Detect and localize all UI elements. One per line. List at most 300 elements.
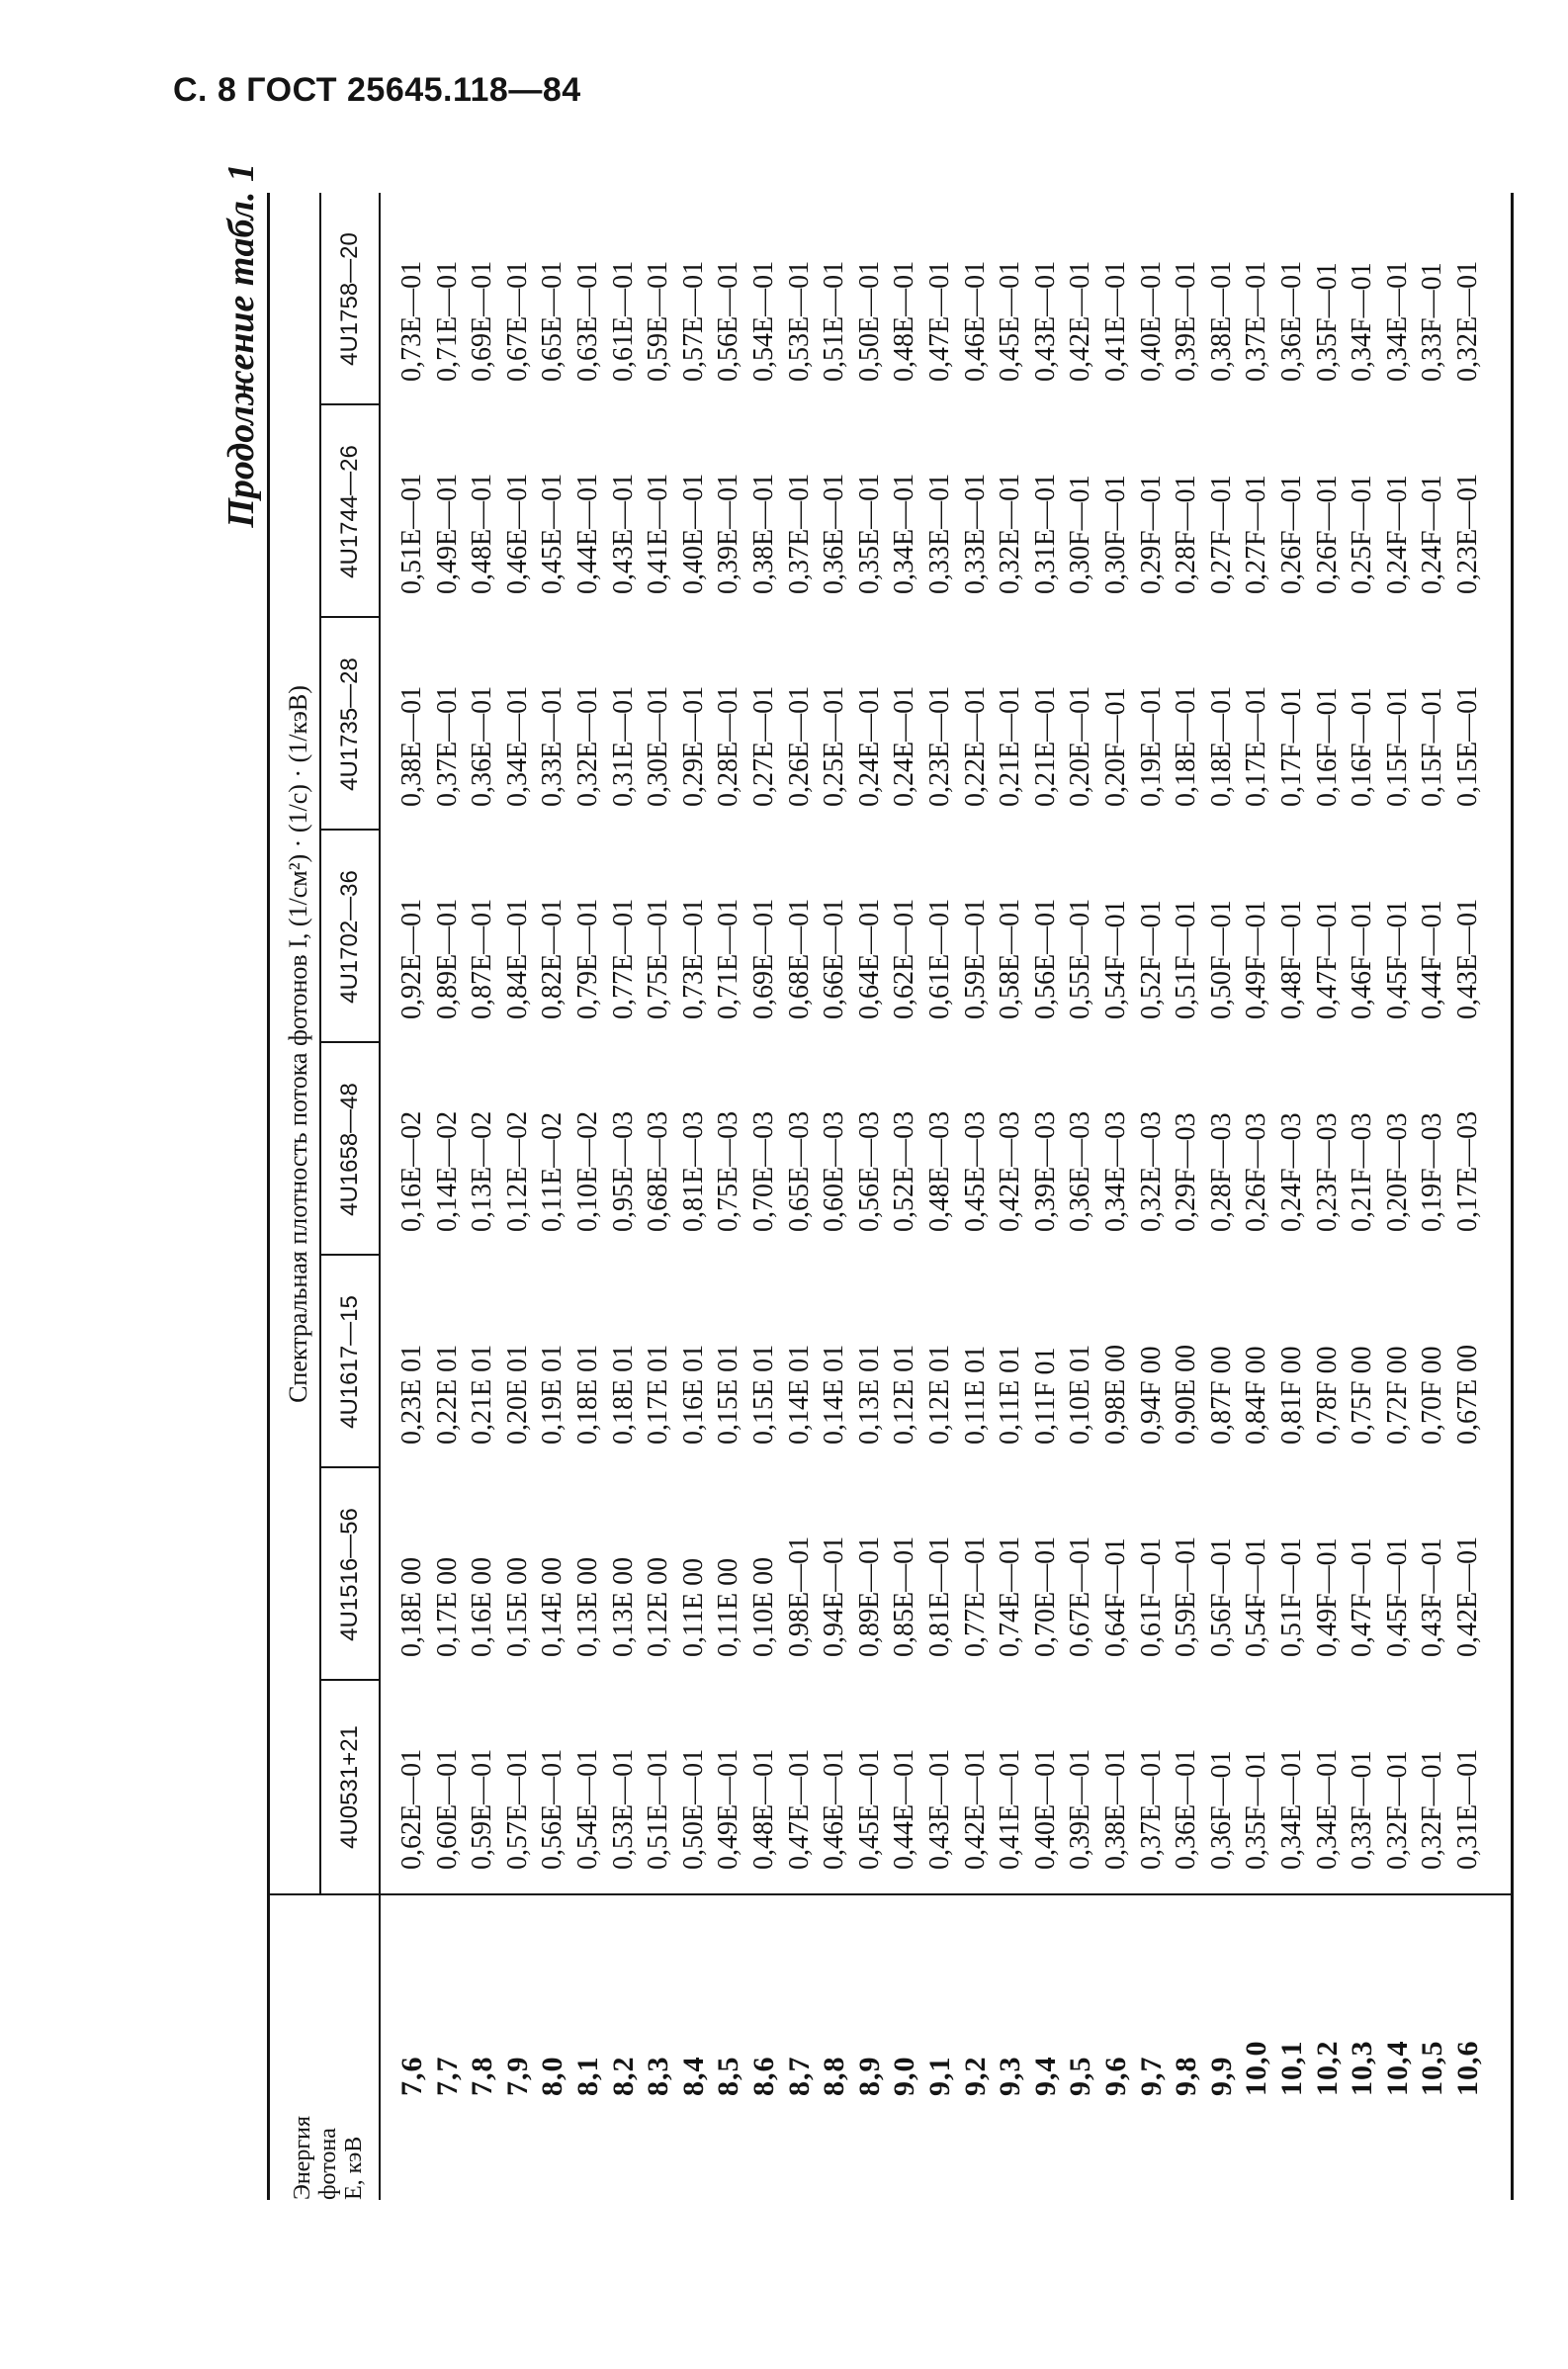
flux-value-cell: 0,36E—01 — [1171, 1748, 1202, 1870]
flux-value-cell: 0,45E—01 — [853, 1748, 885, 1870]
flux-value-cell: 0,78F 00 — [1311, 1346, 1343, 1445]
table-row — [1310, 193, 1344, 2200]
flux-value-cell: 0,39E—03 — [1029, 1110, 1061, 1232]
flux-value-cell: 0,24F—01 — [1381, 475, 1413, 594]
flux-value-cell: 0,24F—03 — [1276, 1112, 1307, 1232]
flux-value-cell: 0,47E—01 — [924, 260, 955, 382]
flux-value-cell: 0,13E 01 — [853, 1344, 885, 1445]
flux-value-cell: 0,11E 00 — [677, 1557, 709, 1657]
flux-value-cell: 0,44F—01 — [1417, 900, 1448, 1019]
flux-value-cell: 0,23F—03 — [1311, 1112, 1343, 1232]
flux-value-cell: 0,17E 01 — [643, 1344, 674, 1445]
flux-value-cell: 0,34E—01 — [501, 685, 533, 807]
flux-value-cell: 0,87E—01 — [467, 898, 498, 1019]
flux-value-cell: 0,54F—01 — [1100, 900, 1131, 1019]
flux-value-cell: 0,58E—01 — [995, 898, 1026, 1019]
energy-cell: 10,2 — [1310, 2040, 1344, 2096]
energy-cell: 9,4 — [1028, 2056, 1062, 2096]
flux-value-cell: 0,57E—01 — [501, 1748, 533, 1870]
flux-value-cell: 0,51F—01 — [1171, 900, 1202, 1019]
flux-value-cell: 0,42E—01 — [1452, 1535, 1483, 1657]
flux-value-cell: 0,39E—01 — [1171, 260, 1202, 382]
flux-value-cell: 0,82E—01 — [537, 898, 568, 1019]
flux-value-cell: 0,26E—01 — [783, 685, 815, 807]
flux-value-cell: 0,32E—01 — [1452, 260, 1483, 382]
flux-value-cell: 0,16F—01 — [1311, 687, 1343, 807]
flux-value-cell: 0,16E 01 — [677, 1344, 709, 1445]
flux-value-cell: 0,46E—01 — [959, 260, 991, 382]
flux-value-cell: 0,10E 01 — [1065, 1344, 1096, 1445]
column-header-source: 4U1744—26 — [336, 445, 363, 578]
flux-value-cell: 0,60E—03 — [819, 1110, 850, 1232]
flux-value-cell: 0,92E—01 — [396, 898, 427, 1019]
table-row — [606, 193, 640, 2200]
flux-value-cell: 0,33E—01 — [537, 685, 568, 807]
flux-value-cell: 0,61F—01 — [1135, 1537, 1167, 1657]
energy-cell: 9,1 — [923, 2056, 956, 2096]
energy-cell: 10,6 — [1451, 2040, 1484, 2096]
flux-value-cell: 0,20E 01 — [501, 1344, 533, 1445]
flux-value-cell: 0,50E—01 — [853, 260, 885, 382]
flux-value-cell: 0,57E—01 — [677, 260, 709, 382]
flux-value-cell: 0,28F—03 — [1205, 1112, 1237, 1232]
flux-value-cell: 0,26F—03 — [1241, 1112, 1272, 1232]
flux-value-cell: 0,23E—01 — [1452, 473, 1483, 594]
flux-value-cell: 0,32E—01 — [572, 685, 603, 807]
flux-value-cell: 0,12E 00 — [643, 1556, 674, 1657]
flux-value-cell: 0,67E—01 — [501, 260, 533, 382]
flux-value-cell: 0,53E—01 — [607, 1748, 639, 1870]
energy-cell: 10,0 — [1240, 2040, 1273, 2096]
energy-cell: 7,7 — [430, 2056, 464, 2096]
flux-value-cell: 0,75E—01 — [643, 898, 674, 1019]
flux-value-cell: 0,31E—01 — [1029, 473, 1061, 594]
flux-value-cell: 0,38E—01 — [748, 473, 779, 594]
flux-value-cell: 0,19E—01 — [1135, 685, 1167, 807]
column-separator — [319, 1254, 379, 1256]
energy-cell: 8,3 — [642, 2056, 675, 2096]
energy-header-line-2: фотона — [315, 2128, 341, 2200]
flux-value-cell: 0,75E—03 — [713, 1110, 744, 1232]
column-header-source: 4U1735—28 — [336, 658, 363, 791]
flux-value-cell: 0,22E—01 — [959, 685, 991, 807]
table-row — [1028, 193, 1062, 2200]
column-separator — [319, 1466, 379, 1468]
flux-value-cell: 0,35E—01 — [853, 473, 885, 594]
header-rule — [319, 193, 321, 1893]
energy-cell: 8,2 — [606, 2056, 640, 2096]
energy-cell: 9,2 — [958, 2056, 992, 2096]
column-header-source: 4U1758—20 — [336, 232, 363, 366]
table-row — [395, 193, 428, 2200]
energy-cell: 7,9 — [500, 2056, 534, 2096]
photon-flux-table — [267, 193, 1514, 2200]
flux-value-cell: 0,48E—01 — [467, 473, 498, 594]
flux-value-cell: 0,98E 00 — [1100, 1344, 1131, 1445]
energy-cell: 9,8 — [1170, 2056, 1203, 2096]
page-header: С. 8 ГОСТ 25645.118—84 — [173, 71, 581, 109]
flux-value-cell: 0,85E—01 — [889, 1535, 920, 1657]
flux-value-cell: 0,38E—01 — [1205, 260, 1237, 382]
column-header-source: 4U1617—15 — [336, 1295, 363, 1429]
flux-value-cell: 0,46E—01 — [501, 473, 533, 594]
column-header-source: 4U1702—36 — [336, 870, 363, 1004]
flux-value-cell: 0,34E—01 — [1381, 260, 1413, 382]
flux-value-cell: 0,20F—01 — [1100, 687, 1131, 807]
flux-value-cell: 0,17F—01 — [1276, 687, 1307, 807]
energy-cell: 10,1 — [1275, 2040, 1308, 2096]
flux-value-cell: 0,12E 01 — [924, 1344, 955, 1445]
flux-value-cell: 0,56E—01 — [537, 1748, 568, 1870]
flux-value-cell: 0,49F—01 — [1241, 900, 1272, 1019]
energy-cell: 7,6 — [395, 2056, 428, 2096]
flux-value-cell: 0,11E 01 — [995, 1345, 1026, 1445]
table-row — [818, 193, 851, 2200]
energy-header-line-3: E, кэВ — [341, 2136, 367, 2200]
flux-value-cell: 0,27F—01 — [1205, 475, 1237, 594]
flux-value-cell: 0,23E—01 — [924, 685, 955, 807]
flux-value-cell: 0,15E 01 — [748, 1344, 779, 1445]
flux-value-cell: 0,48E—03 — [924, 1110, 955, 1232]
flux-value-cell: 0,35F—01 — [1311, 262, 1343, 382]
energy-cell: 9,3 — [994, 2056, 1027, 2096]
energy-cell: 8,9 — [852, 2056, 886, 2096]
flux-value-cell: 0,40E—01 — [677, 473, 709, 594]
flux-value-cell: 0,16F—01 — [1347, 687, 1378, 807]
flux-value-cell: 0,74E—01 — [995, 1535, 1026, 1657]
energy-cell: 9,0 — [888, 2056, 921, 2096]
flux-value-cell: 0,60E—01 — [431, 1748, 463, 1870]
table-row — [642, 193, 675, 2200]
flux-value-cell: 0,87F 00 — [1205, 1346, 1237, 1445]
flux-value-cell: 0,56F—01 — [1205, 1537, 1237, 1657]
flux-value-cell: 0,62E—01 — [889, 898, 920, 1019]
table-row — [1451, 193, 1484, 2200]
flux-value-cell: 0,37E—01 — [431, 685, 463, 807]
flux-value-cell: 0,42E—01 — [1065, 260, 1096, 382]
flux-value-cell: 0,38E—01 — [1100, 1748, 1131, 1870]
table-row — [958, 193, 992, 2200]
flux-value-cell: 0,18E—01 — [1205, 685, 1237, 807]
table-row — [1380, 193, 1414, 2200]
flux-value-cell: 0,43E—01 — [607, 473, 639, 594]
flux-value-cell: 0,14E 00 — [537, 1556, 568, 1657]
flux-value-cell: 0,48E—01 — [889, 260, 920, 382]
flux-value-cell: 0,90E 00 — [1171, 1344, 1202, 1445]
flux-value-cell: 0,42E—03 — [995, 1110, 1026, 1232]
table-row — [852, 193, 886, 2200]
energy-header-line-1: Энергия — [290, 2115, 315, 2200]
energy-cell: 8,1 — [571, 2056, 604, 2096]
flux-value-cell: 0,68E—01 — [783, 898, 815, 1019]
table-continuation-caption: Продолжение табл. 1 — [220, 163, 262, 528]
header-bottom-rule — [379, 193, 381, 2200]
flux-value-cell: 0,64E—01 — [853, 898, 885, 1019]
energy-cell: 8,8 — [818, 2056, 851, 2096]
table-row — [923, 193, 956, 2200]
flux-value-cell: 0,18E 01 — [607, 1344, 639, 1445]
flux-value-cell: 0,54E—01 — [748, 260, 779, 382]
table-row — [1134, 193, 1168, 2200]
column-separator — [319, 1679, 379, 1681]
table-row — [1064, 193, 1097, 2200]
flux-value-cell: 0,41E—01 — [643, 473, 674, 594]
table-row — [888, 193, 921, 2200]
flux-value-cell: 0,55E—01 — [1065, 898, 1096, 1019]
flux-value-cell: 0,54F—01 — [1241, 1537, 1272, 1657]
flux-value-cell: 0,73E—01 — [396, 260, 427, 382]
flux-value-cell: 0,50E—01 — [677, 1748, 709, 1870]
flux-value-cell: 0,14E—02 — [431, 1110, 463, 1232]
flux-value-cell: 0,32E—01 — [995, 473, 1026, 594]
flux-value-cell: 0,30F—01 — [1065, 475, 1096, 594]
flux-value-cell: 0,41E—01 — [1100, 260, 1131, 382]
column-header-source: 4U1658—48 — [336, 1083, 363, 1216]
flux-value-cell: 0,56E—01 — [1029, 898, 1061, 1019]
flux-value-cell: 0,14E 01 — [783, 1344, 815, 1445]
table-row — [1240, 193, 1273, 2200]
flux-value-cell: 0,89E—01 — [853, 1535, 885, 1657]
flux-value-cell: 0,46E—01 — [819, 1748, 850, 1870]
flux-value-cell: 0,26F—01 — [1311, 475, 1343, 594]
column-separator — [319, 1041, 379, 1043]
flux-value-cell: 0,11E 01 — [959, 1345, 991, 1445]
flux-value-cell: 0,43F—01 — [1417, 1537, 1448, 1657]
flux-value-cell: 0,23E 01 — [396, 1344, 427, 1445]
flux-value-cell: 0,28E—01 — [713, 685, 744, 807]
flux-value-cell: 0,33F—01 — [1417, 262, 1448, 382]
flux-value-cell: 0,45F—01 — [1381, 900, 1413, 1019]
flux-value-cell: 0,36E—03 — [1065, 1110, 1096, 1232]
flux-value-cell: 0,36E—01 — [467, 685, 498, 807]
flux-value-cell: 0,47E—01 — [783, 1748, 815, 1870]
flux-value-cell: 0,63E—01 — [572, 260, 603, 382]
table-row — [1346, 193, 1379, 2200]
flux-value-cell: 0,16E—02 — [396, 1110, 427, 1232]
flux-value-cell: 0,36F—01 — [1205, 1750, 1237, 1870]
column-header-source: 4U0531+21 — [336, 1725, 363, 1849]
table-row — [676, 193, 710, 2200]
flux-value-cell: 0,70E—01 — [1029, 1535, 1061, 1657]
flux-value-cell: 0,39E—01 — [713, 473, 744, 594]
flux-value-cell: 0,34E—03 — [1100, 1110, 1131, 1232]
flux-value-cell: 0,48E—01 — [748, 1748, 779, 1870]
flux-value-cell: 0,29E—01 — [677, 685, 709, 807]
flux-value-cell: 0,33F—01 — [1347, 1750, 1378, 1870]
flux-value-cell: 0,15E—01 — [1452, 685, 1483, 807]
energy-cell: 8,7 — [782, 2056, 816, 2096]
flux-value-cell: 0,14E 01 — [819, 1344, 850, 1445]
flux-value-cell: 0,84E—01 — [501, 898, 533, 1019]
flux-value-cell: 0,13E 00 — [572, 1556, 603, 1657]
table-row — [1416, 193, 1449, 2200]
flux-value-cell: 0,18E—01 — [1171, 685, 1202, 807]
flux-value-cell: 0,30E—01 — [643, 685, 674, 807]
flux-value-cell: 0,68E—03 — [643, 1110, 674, 1232]
flux-value-cell: 0,22E 01 — [431, 1344, 463, 1445]
energy-cell: 8,0 — [536, 2056, 569, 2096]
flux-value-cell: 0,27E—01 — [748, 685, 779, 807]
flux-value-cell: 0,47F—01 — [1311, 900, 1343, 1019]
table-row — [747, 193, 780, 2200]
flux-value-cell: 0,13E—02 — [467, 1110, 498, 1232]
flux-value-cell: 0,51E—01 — [819, 260, 850, 382]
flux-value-cell: 0,49F—01 — [1311, 1537, 1343, 1657]
flux-value-cell: 0,81E—01 — [924, 1535, 955, 1657]
flux-value-cell: 0,52E—03 — [889, 1110, 920, 1232]
flux-value-cell: 0,77E—01 — [959, 1535, 991, 1657]
flux-value-cell: 0,59E—01 — [467, 1748, 498, 1870]
flux-value-cell: 0,71E—01 — [431, 260, 463, 382]
flux-value-cell: 0,35F—01 — [1241, 1750, 1272, 1870]
flux-value-cell: 0,45E—01 — [537, 473, 568, 594]
flux-value-cell: 0,75F 00 — [1347, 1346, 1378, 1445]
table-row — [782, 193, 816, 2200]
table-row — [1204, 193, 1238, 2200]
flux-value-cell: 0,19F—03 — [1417, 1112, 1448, 1232]
energy-cell: 10,3 — [1346, 2040, 1379, 2096]
flux-value-cell: 0,11F 01 — [1029, 1347, 1061, 1445]
flux-value-cell: 0,37E—01 — [783, 473, 815, 594]
energy-column-header — [290, 1903, 367, 2200]
table-row — [466, 193, 499, 2200]
flux-value-cell: 0,37E—01 — [1241, 260, 1272, 382]
flux-value-cell: 0,15E 00 — [501, 1556, 533, 1657]
flux-value-cell: 0,12E—02 — [501, 1110, 533, 1232]
flux-value-cell: 0,50F—01 — [1205, 900, 1237, 1019]
flux-value-cell: 0,36E—01 — [819, 473, 850, 594]
flux-value-cell: 0,37E—01 — [1135, 1748, 1167, 1870]
table-row — [500, 193, 534, 2200]
flux-value-cell: 0,64F—01 — [1100, 1537, 1131, 1657]
flux-value-cell: 0,43E—01 — [1029, 260, 1061, 382]
flux-value-cell: 0,70F 00 — [1417, 1346, 1448, 1445]
flux-value-cell: 0,15F—01 — [1417, 687, 1448, 807]
flux-value-cell: 0,45E—01 — [995, 260, 1026, 382]
flux-value-cell: 0,18E 00 — [396, 1556, 427, 1657]
energy-cell: 8,4 — [676, 2056, 710, 2096]
flux-value-cell: 0,30F—01 — [1100, 475, 1131, 594]
flux-value-cell: 0,25E—01 — [819, 685, 850, 807]
flux-value-cell: 0,21F—03 — [1347, 1112, 1378, 1232]
flux-value-cell: 0,20F—03 — [1381, 1112, 1413, 1232]
flux-value-cell: 0,61E—01 — [924, 898, 955, 1019]
flux-value-cell: 0,34E—01 — [1276, 1748, 1307, 1870]
flux-value-cell: 0,61E—01 — [607, 260, 639, 382]
flux-value-cell: 0,67E—01 — [1065, 1535, 1096, 1657]
flux-value-cell: 0,15E 01 — [713, 1344, 744, 1445]
energy-cell: 10,4 — [1380, 2040, 1414, 2096]
flux-value-cell: 0,53E—01 — [783, 260, 815, 382]
flux-value-cell: 0,73E—01 — [677, 898, 709, 1019]
flux-value-cell: 0,42E—01 — [959, 1748, 991, 1870]
flux-value-cell: 0,11E—02 — [537, 1111, 568, 1232]
flux-value-cell: 0,21E—01 — [1029, 685, 1061, 807]
flux-value-cell: 0,17E 00 — [431, 1556, 463, 1657]
flux-value-cell: 0,54E—01 — [572, 1748, 603, 1870]
flux-value-cell: 0,19E 01 — [537, 1344, 568, 1445]
flux-value-cell: 0,70E—03 — [748, 1110, 779, 1232]
flux-value-cell: 0,38E—01 — [396, 685, 427, 807]
energy-cell: 9,5 — [1064, 2056, 1097, 2096]
flux-value-cell: 0,31E—01 — [607, 685, 639, 807]
rotated-table-block — [219, 163, 1529, 2200]
flux-value-cell: 0,89E—01 — [431, 898, 463, 1019]
flux-value-cell: 0,51E—01 — [396, 473, 427, 594]
flux-value-cell: 0,45F—01 — [1381, 1537, 1413, 1657]
flux-value-cell: 0,66E—01 — [819, 898, 850, 1019]
flux-value-cell: 0,34E—01 — [889, 473, 920, 594]
flux-value-cell: 0,56E—01 — [713, 260, 744, 382]
table-row — [430, 193, 464, 2200]
table-row — [712, 193, 745, 2200]
flux-value-cell: 0,16E 00 — [467, 1556, 498, 1657]
flux-value-cell: 0,10E 00 — [748, 1556, 779, 1657]
flux-value-cell: 0,24E—01 — [853, 685, 885, 807]
flux-value-cell: 0,81E—03 — [677, 1110, 709, 1232]
flux-value-cell: 0,69E—01 — [467, 260, 498, 382]
flux-value-cell: 0,56E—03 — [853, 1110, 885, 1232]
flux-value-cell: 0,77E—01 — [607, 898, 639, 1019]
flux-value-cell: 0,39E—01 — [1065, 1748, 1096, 1870]
energy-cell: 8,5 — [712, 2056, 745, 2096]
flux-density-header: Спектральная плотность потока фотонов I, (1/см²) · (1/с) · (1/кэВ) — [284, 685, 312, 1403]
flux-value-cell: 0,49E—01 — [713, 1748, 744, 1870]
flux-value-cell: 0,69E—01 — [748, 898, 779, 1019]
column-separator — [319, 403, 379, 405]
flux-value-cell: 0,72F 00 — [1381, 1346, 1413, 1445]
flux-value-cell: 0,51E—01 — [643, 1748, 674, 1870]
flux-value-cell: 0,24E—01 — [889, 685, 920, 807]
flux-value-cell: 0,62E—01 — [396, 1748, 427, 1870]
flux-value-cell: 0,40E—01 — [1135, 260, 1167, 382]
column-separator — [319, 616, 379, 618]
flux-value-cell: 0,21E 01 — [467, 1344, 498, 1445]
flux-value-cell: 0,21E—01 — [995, 685, 1026, 807]
flux-value-cell: 0,98E—01 — [783, 1535, 815, 1657]
flux-value-cell: 0,59E—01 — [1171, 1535, 1202, 1657]
flux-value-cell: 0,18E 01 — [572, 1344, 603, 1445]
flux-value-cell: 0,41E—01 — [995, 1748, 1026, 1870]
flux-value-cell: 0,84F 00 — [1241, 1346, 1272, 1445]
flux-value-cell: 0,81F 00 — [1276, 1346, 1307, 1445]
table-row — [571, 193, 604, 2200]
flux-value-cell: 0,44E—01 — [889, 1748, 920, 1870]
flux-value-cell: 0,29F—01 — [1135, 475, 1167, 594]
column-header-source: 4U1516—56 — [336, 1508, 363, 1641]
flux-value-cell: 0,65E—03 — [783, 1110, 815, 1232]
flux-value-cell: 0,29F—03 — [1171, 1112, 1202, 1232]
flux-value-cell: 0,15F—01 — [1381, 687, 1413, 807]
flux-value-cell: 0,47F—01 — [1347, 1537, 1378, 1657]
flux-value-cell: 0,11E 00 — [713, 1557, 744, 1657]
energy-cell: 10,5 — [1416, 2040, 1449, 2096]
flux-value-cell: 0,26F—01 — [1276, 475, 1307, 594]
flux-value-cell: 0,36E—01 — [1276, 260, 1307, 382]
flux-value-cell: 0,24F—01 — [1417, 475, 1448, 594]
energy-cell: 9,7 — [1134, 2056, 1168, 2096]
flux-value-cell: 0,20E—01 — [1065, 685, 1096, 807]
flux-value-cell: 0,65E—01 — [537, 260, 568, 382]
table-row — [1099, 193, 1132, 2200]
flux-value-cell: 0,17E—03 — [1452, 1110, 1483, 1232]
flux-value-cell: 0,59E—01 — [643, 260, 674, 382]
flux-value-cell: 0,27F—01 — [1241, 475, 1272, 594]
flux-value-cell: 0,45E—03 — [959, 1110, 991, 1232]
flux-value-cell: 0,95E—03 — [607, 1110, 639, 1232]
table-row — [1275, 193, 1308, 2200]
flux-value-cell: 0,44E—01 — [572, 473, 603, 594]
